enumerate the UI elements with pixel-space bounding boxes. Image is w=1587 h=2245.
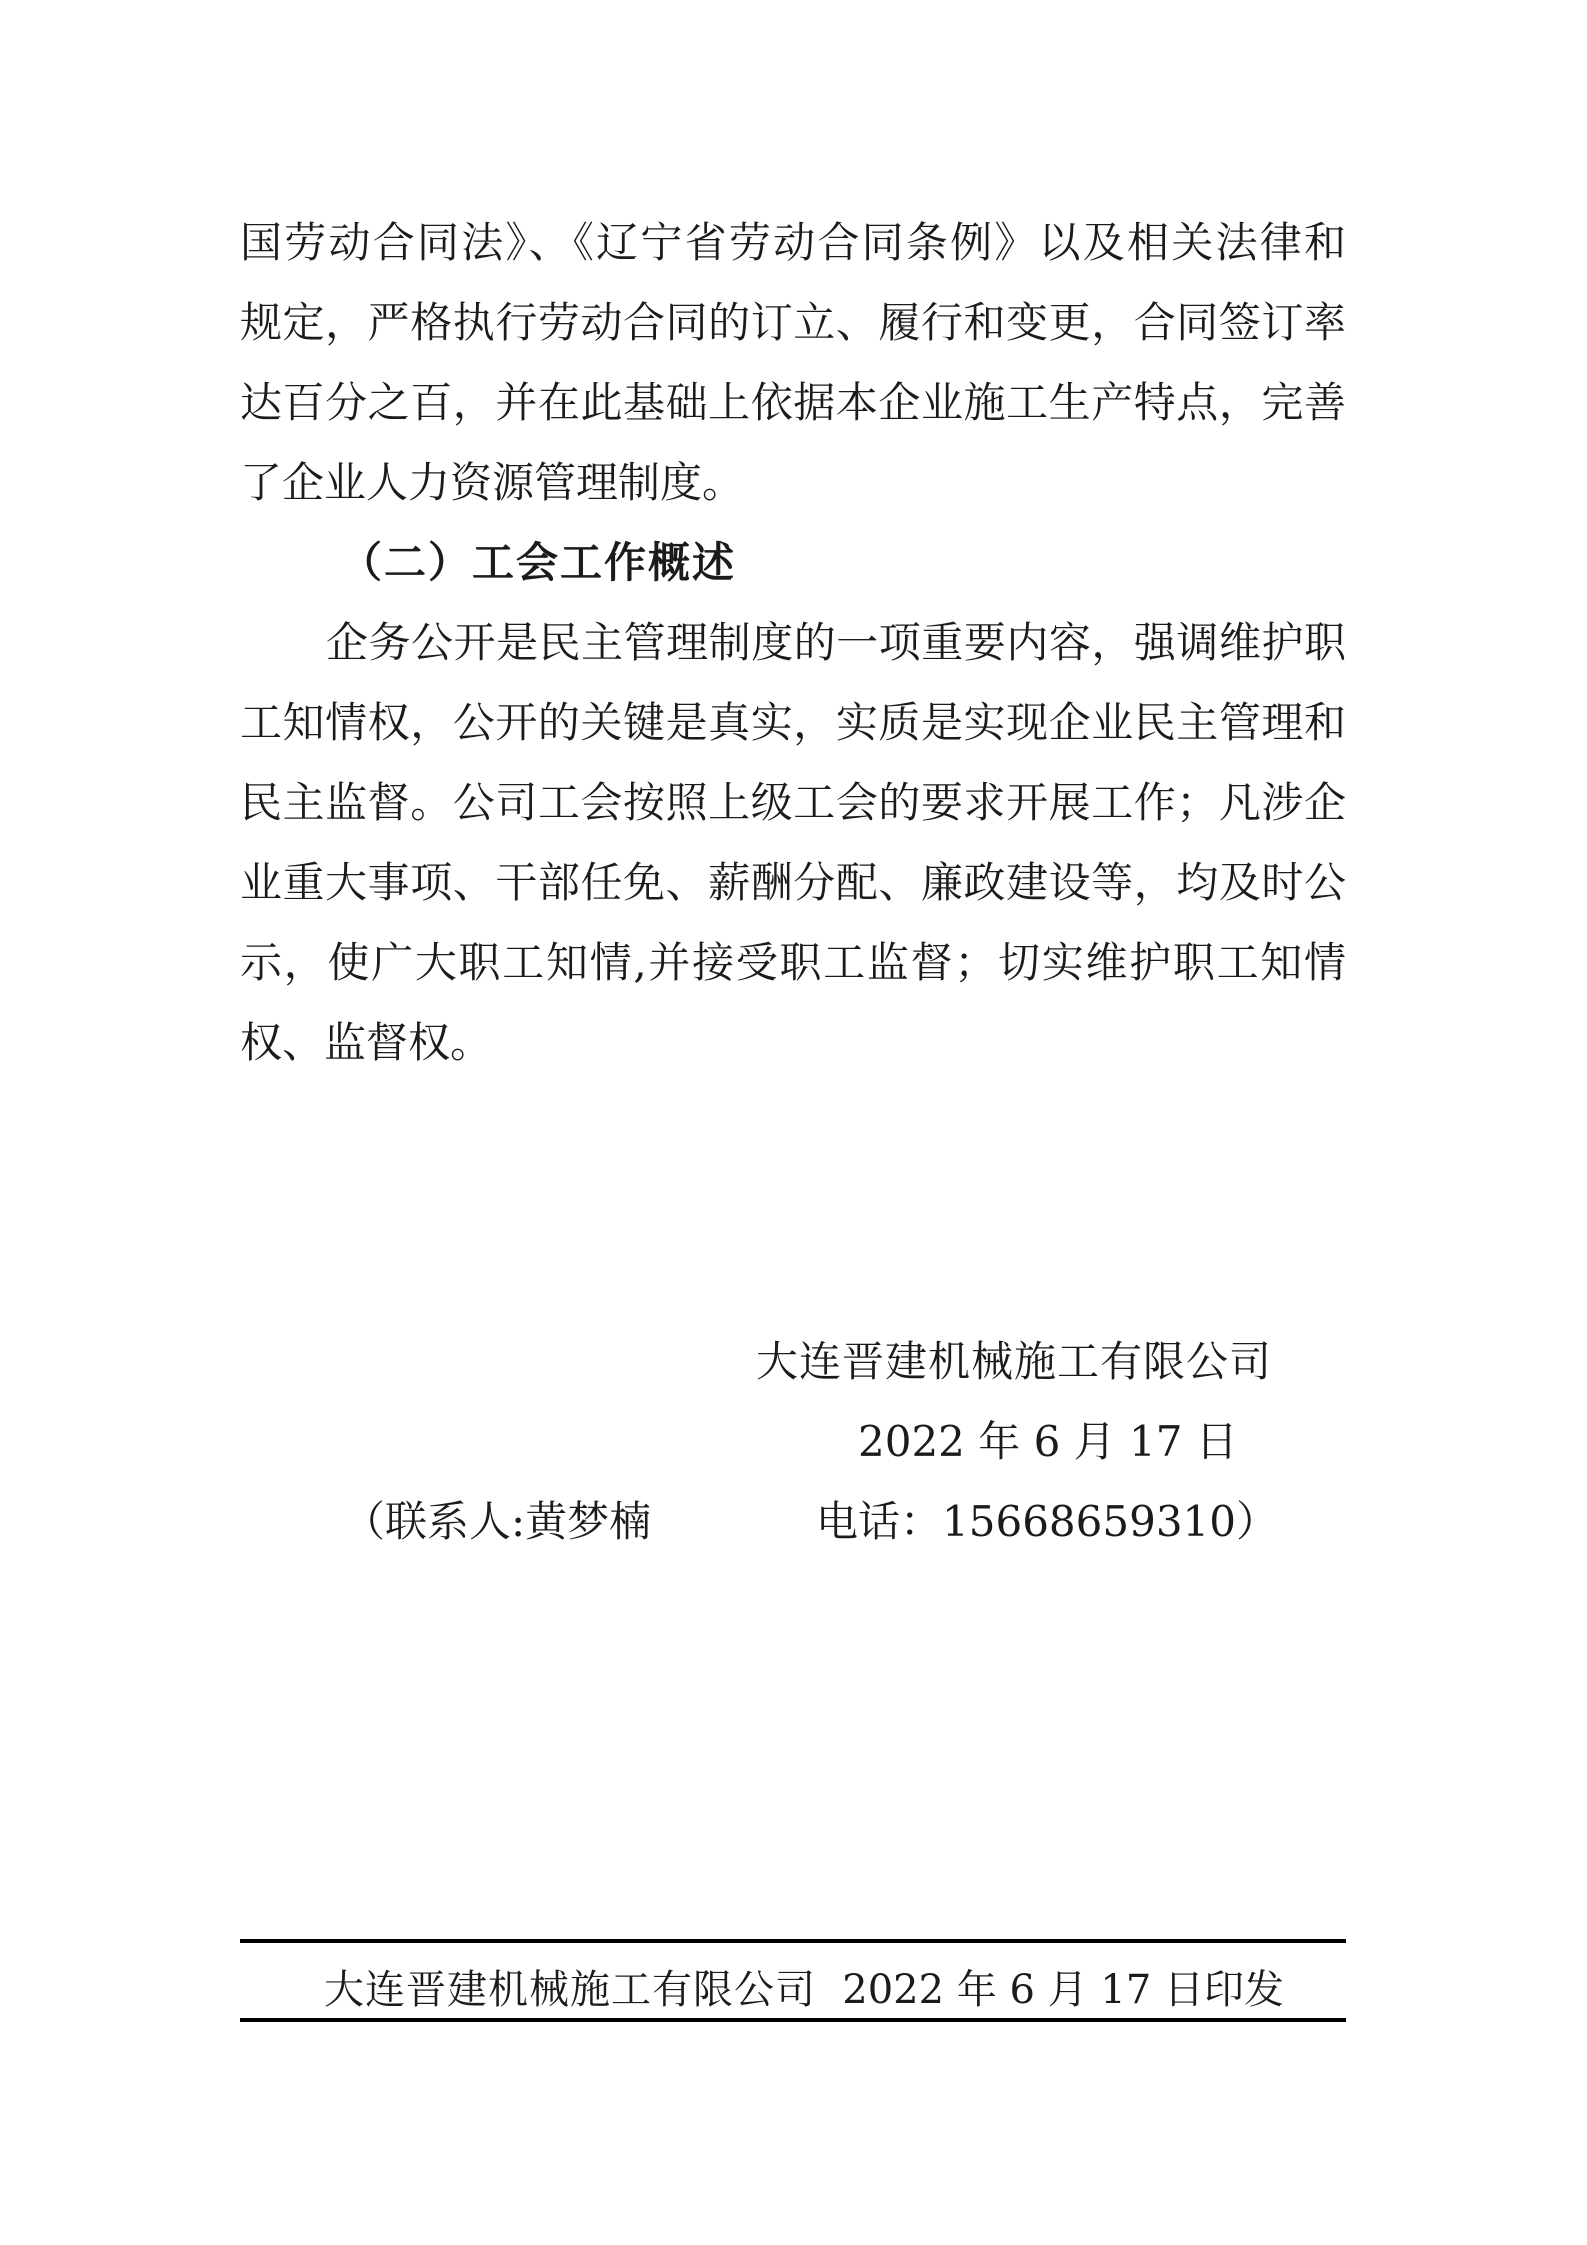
paragraph-line: 了企业人力资源管理制度。 <box>240 458 745 507</box>
footer-rule-bottom <box>240 2018 1346 2022</box>
paragraph-line: 民主监督。公司工会按照上级工会的要求开展工作；凡涉企 <box>240 778 1346 827</box>
footer-rule-top <box>240 1939 1346 1943</box>
paragraph-line: 规定，严格执行劳动合同的订立、履行和变更，合同签订率 <box>240 298 1346 347</box>
footer-company: 大连晋建机械施工有限公司 <box>324 1967 816 2013</box>
signature-company: 大连晋建机械施工有限公司 <box>756 1337 1273 1386</box>
paragraph-line: 示，使广大职工知情,并接受职工监督；切实维护职工知情 <box>240 938 1346 987</box>
paragraph-line: 权、监督权。 <box>240 1018 493 1067</box>
document-body <box>240 203 1346 1083</box>
contact-phone: 电话：15668659310） <box>816 1497 1278 1546</box>
section-heading: （二）工会工作概述 <box>340 538 737 587</box>
paragraph-line: 工知情权，公开的关键是真实，实质是实现企业民主管理和 <box>240 698 1346 747</box>
paragraph-line: 企务公开是民主管理制度的一项重要内容，强调维护职 <box>326 618 1346 667</box>
paragraph-line: 达百分之百，并在此基础上依据本企业施工生产特点，完善 <box>240 378 1346 427</box>
contact-person: （联系人:黄梦楠 <box>343 1497 652 1546</box>
footer-row <box>240 1962 1346 2018</box>
paragraph-line: 业重大事项、干部任免、薪酬分配、廉政建设等，均及时公 <box>240 858 1346 907</box>
footer-print-date: 2022 年 6 月 17 日印发 <box>842 1967 1284 2013</box>
paragraph-line: 国劳动合同法》、《辽宁省劳动合同条例》以及相关法律和 <box>240 218 1346 267</box>
signature-contact-line <box>343 1482 1278 1562</box>
signature-date: 2022 年 6 月 17 日 <box>858 1417 1238 1466</box>
